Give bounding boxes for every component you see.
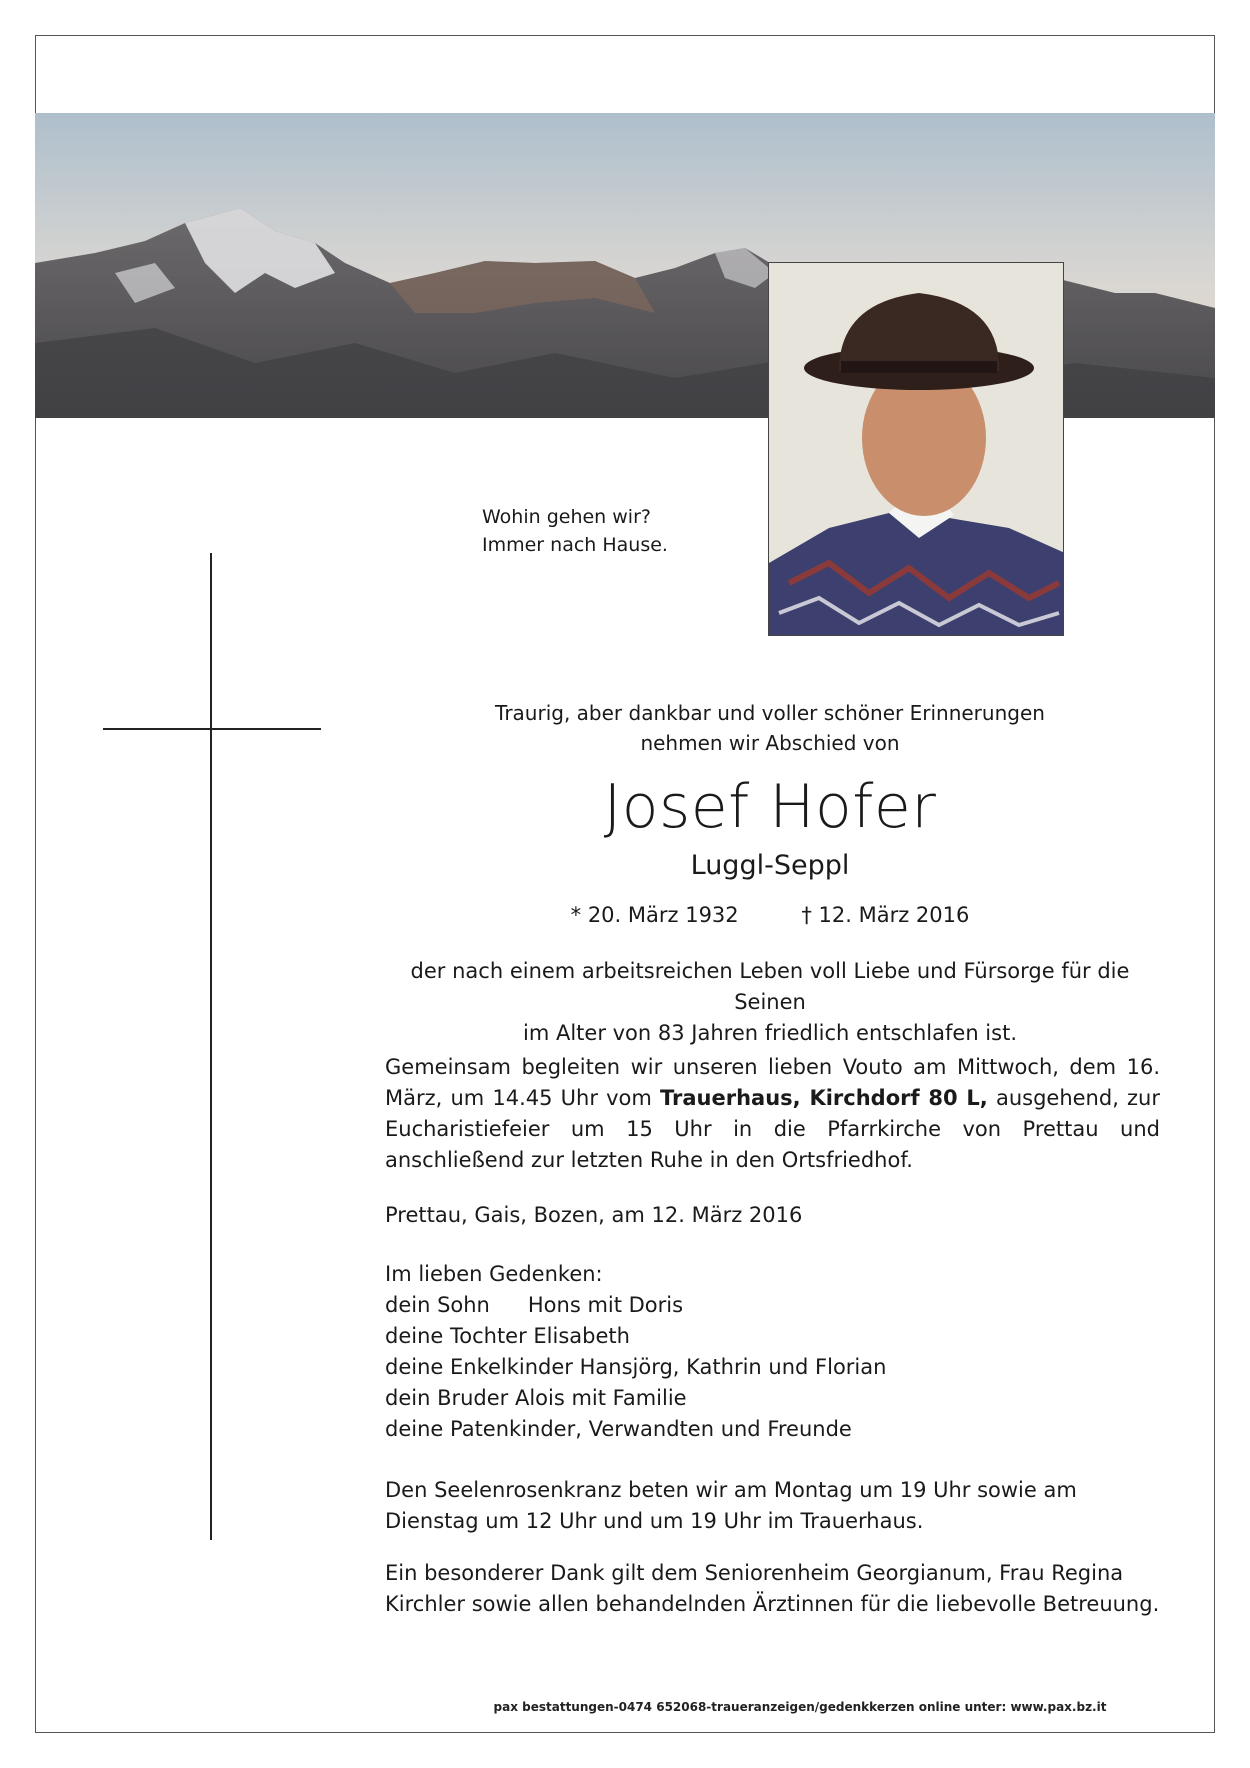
place-and-date: Prettau, Gais, Bozen, am 12. März 2016 — [385, 1203, 803, 1227]
funeral-announcement — [385, 1052, 1160, 1176]
list-item: deine Patenkinder, Verwandten und Freunde — [385, 1417, 852, 1441]
life-dates — [380, 900, 1160, 930]
list-item — [385, 1290, 1160, 1321]
passing-text — [380, 956, 1160, 1049]
cross-icon — [210, 553, 212, 1540]
footer-text: pax bestattungen-0474 652068-traueranzeigen/gedenkkerzen online unter: www.pax.bz.it — [493, 1700, 1107, 1714]
funeral-location: Trauerhaus, Kirchdorf 80 L, — [660, 1086, 988, 1110]
intro-line-2: nehmen wir Abschied von — [640, 731, 900, 755]
son-name: Hons mit Doris — [527, 1293, 684, 1317]
cross-icon-crossbar — [103, 728, 321, 730]
footer-contact — [0, 1700, 1250, 1714]
deceased-name: Josef Hofer — [603, 772, 937, 842]
mourners-heading: Im lieben Gedenken: — [385, 1262, 603, 1286]
list-item: deine Enkelkinder Hansjörg, Kathrin und Florian — [385, 1355, 887, 1379]
motto-quote — [482, 503, 668, 559]
thanks-notice: Ein besonderer Dank gilt dem Seniorenheim Georgianum, Frau Regina Kirchler sowie allen behandelnden Ärztinnen für die liebevolle Betreuung. — [385, 1561, 1160, 1616]
son-label: dein Sohn — [385, 1293, 490, 1317]
motto-line-2: Immer nach Hause. — [482, 534, 668, 556]
intro-text — [380, 698, 1160, 758]
deceased-nickname: Luggl-Seppl — [690, 850, 850, 881]
intro-line-1: Traurig, aber dankbar und voller schöner Erinnerungen — [495, 701, 1045, 725]
funeral-text-before: Gemeinsam begleiten wir unseren lieben Vouto am Mittwoch, dem 16. März, um 14.45 Uhr vom — [385, 1055, 1160, 1110]
passing-line-1: der nach einem arbeitsreichen Leben voll Liebe und Fürsorge für die Seinen — [410, 959, 1130, 1014]
list-item: deine Tochter Elisabeth — [385, 1324, 630, 1348]
list-item: dein Bruder Alois mit Familie — [385, 1386, 687, 1410]
mourners-list — [385, 1259, 1160, 1445]
passing-line-2: im Alter von 83 Jahren friedlich entschlafen ist. — [523, 1021, 1017, 1045]
motto-line-1: Wohin gehen wir? — [482, 506, 651, 528]
rosary-notice: Den Seelenrosenkranz beten wir am Montag um 19 Uhr sowie am Dienstag um 12 Uhr und um 19 Uhr im Trauerhaus. — [385, 1478, 1077, 1533]
death-date: † 12. März 2016 — [801, 903, 970, 927]
portrait-photo — [768, 262, 1064, 636]
birth-date: * 20. März 1932 — [570, 903, 739, 927]
funeral-text-after: ausgehend, zur Eucharistiefeier um 15 Uhr in die Pfarrkirche von Prettau und anschließend zur letzten Ruhe in den Ortsfriedhof. — [385, 1086, 1160, 1172]
